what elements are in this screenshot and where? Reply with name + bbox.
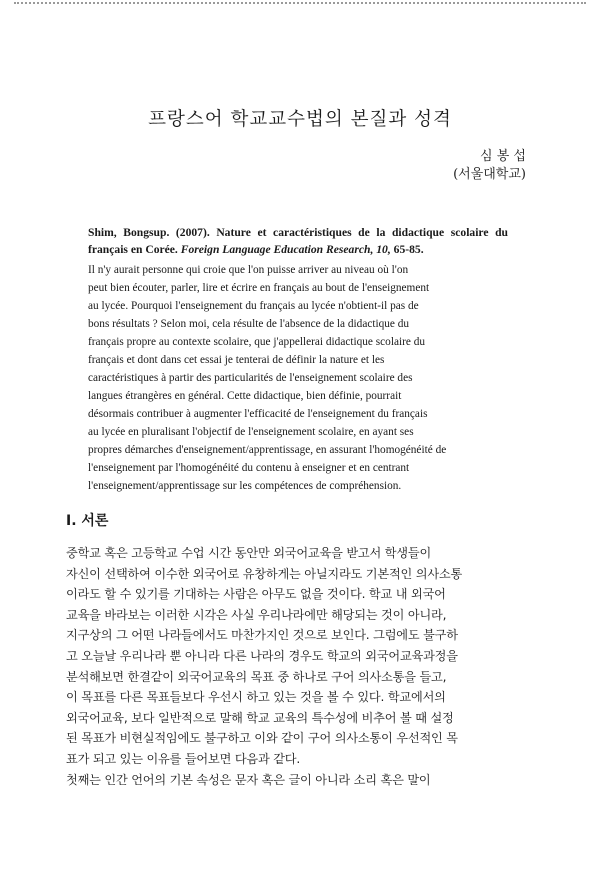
body-line: 중학교 혹은 고등학교 수업 시간 동안만 외국어교육을 받고서 학생들이 — [66, 546, 432, 560]
abstract-line: peut bien écouter, parler, lire et écrire en français au bout de l'enseignement — [88, 282, 430, 294]
abstract-line: au lycée. Pourquoi l'enseignement du français au lycée n'obtient-il pas de — [88, 300, 419, 312]
body-line: 이라도 할 수 있기를 기대하는 사람은 아무도 없을 것이다. 학교 내 외국어 — [66, 587, 446, 602]
body-line: 자신이 선택하여 이수한 외국어로 유창하게는 아닐지라도 기본적인 의사소통 — [66, 566, 463, 581]
body-line: 분석해보면 한결같이 외국어교육의 목표 중 하나로 구어 의사소통을 들고, — [66, 669, 447, 684]
abstract — [88, 261, 520, 495]
abstract-line: français propre au contexte scolaire, que j'appellerai didactique scolaire du — [88, 336, 426, 348]
abstract-line: caractéristiques à partir des particularités de l'enseignement scolaire des — [88, 372, 413, 384]
body-line: 첫째는 인간 언어의 기본 속성은 문자 혹은 글이 아니라 소리 혹은 말이 — [66, 772, 431, 787]
abstract-line: bons résultats ? Selon moi, cela résulte de l'absence de la didactique du — [88, 318, 410, 330]
abstract-line: propres démarches d'enseignement/apprentissage, en assurant l'homogénéité de — [88, 444, 447, 456]
citation-journal: Foreign Language Education Research, 10, — [180, 243, 391, 256]
body-line: 된 목표가 비현실적임에도 불구하고 이와 같이 구어 의사소통이 우선적인 목 — [66, 731, 458, 746]
body-line: 이 목표를 다른 목표들보다 우선시 하고 있는 것을 볼 수 있다. 학교에서의 — [66, 690, 446, 705]
scan-edge-dots — [14, 2, 586, 8]
abstract-line: au lycée en pluralisant l'objectif de l'enseignement scolaire, en ayant ses — [88, 426, 414, 438]
author-name: 심 봉 섭 — [480, 149, 526, 164]
body-line: 외국어교육, 보다 일반적으로 말해 학교 교육의 특수성에 비추어 볼 때 설정 — [66, 710, 454, 725]
body-text — [66, 543, 532, 790]
abstract-line: désormais contribuer à augmenter l'efficacité de l'enseignement du français — [88, 408, 428, 420]
abstract-line: l'enseignement par l'homogénéité du contenu à enseigner et en centrant — [88, 462, 410, 474]
abstract-line: langues étrangères en général. Cette didactique, bien définie, pourrait — [88, 390, 402, 402]
abstract-line: l'enseignement/apprentissage sur les compétences de compréhension. — [88, 480, 402, 492]
citation-prefix: Shim, Bongsup. (2007). Nature et caractéristiques de la didactique scolaire du français en Corée. — [88, 226, 508, 256]
abstract-line: français et dont dans cet essai je tenterai de définir la nature et les — [88, 354, 385, 366]
citation-pages: 65-85. — [393, 243, 424, 256]
abstract-line: Il n'y aurait personne qui croie que l'on puisse arriver au niveau où l'on — [88, 264, 409, 276]
body-line: 교육을 바라보는 이러한 시각은 사실 우리나라에만 해당되는 것이 아니라, — [66, 607, 447, 622]
body-line: 지구상의 그 어떤 나라들에서도 마찬가지인 것으로 보인다. 그럼에도 불구하 — [66, 628, 458, 643]
citation — [88, 224, 508, 258]
body-line: 고 오늘날 우리나라 뿐 아니라 다른 나라의 경우도 학교의 외국어교육과정을 — [66, 648, 458, 663]
body-line: 표가 되고 있는 이유를 들어보면 다음과 같다. — [66, 751, 301, 766]
section-heading: Ⅰ. 서론 — [66, 513, 109, 529]
author-affiliation: (서울대학교) — [453, 167, 526, 182]
author-block — [453, 148, 526, 184]
paper-title: 프랑스어 학교교수법의 본질과 성격 — [148, 109, 452, 130]
